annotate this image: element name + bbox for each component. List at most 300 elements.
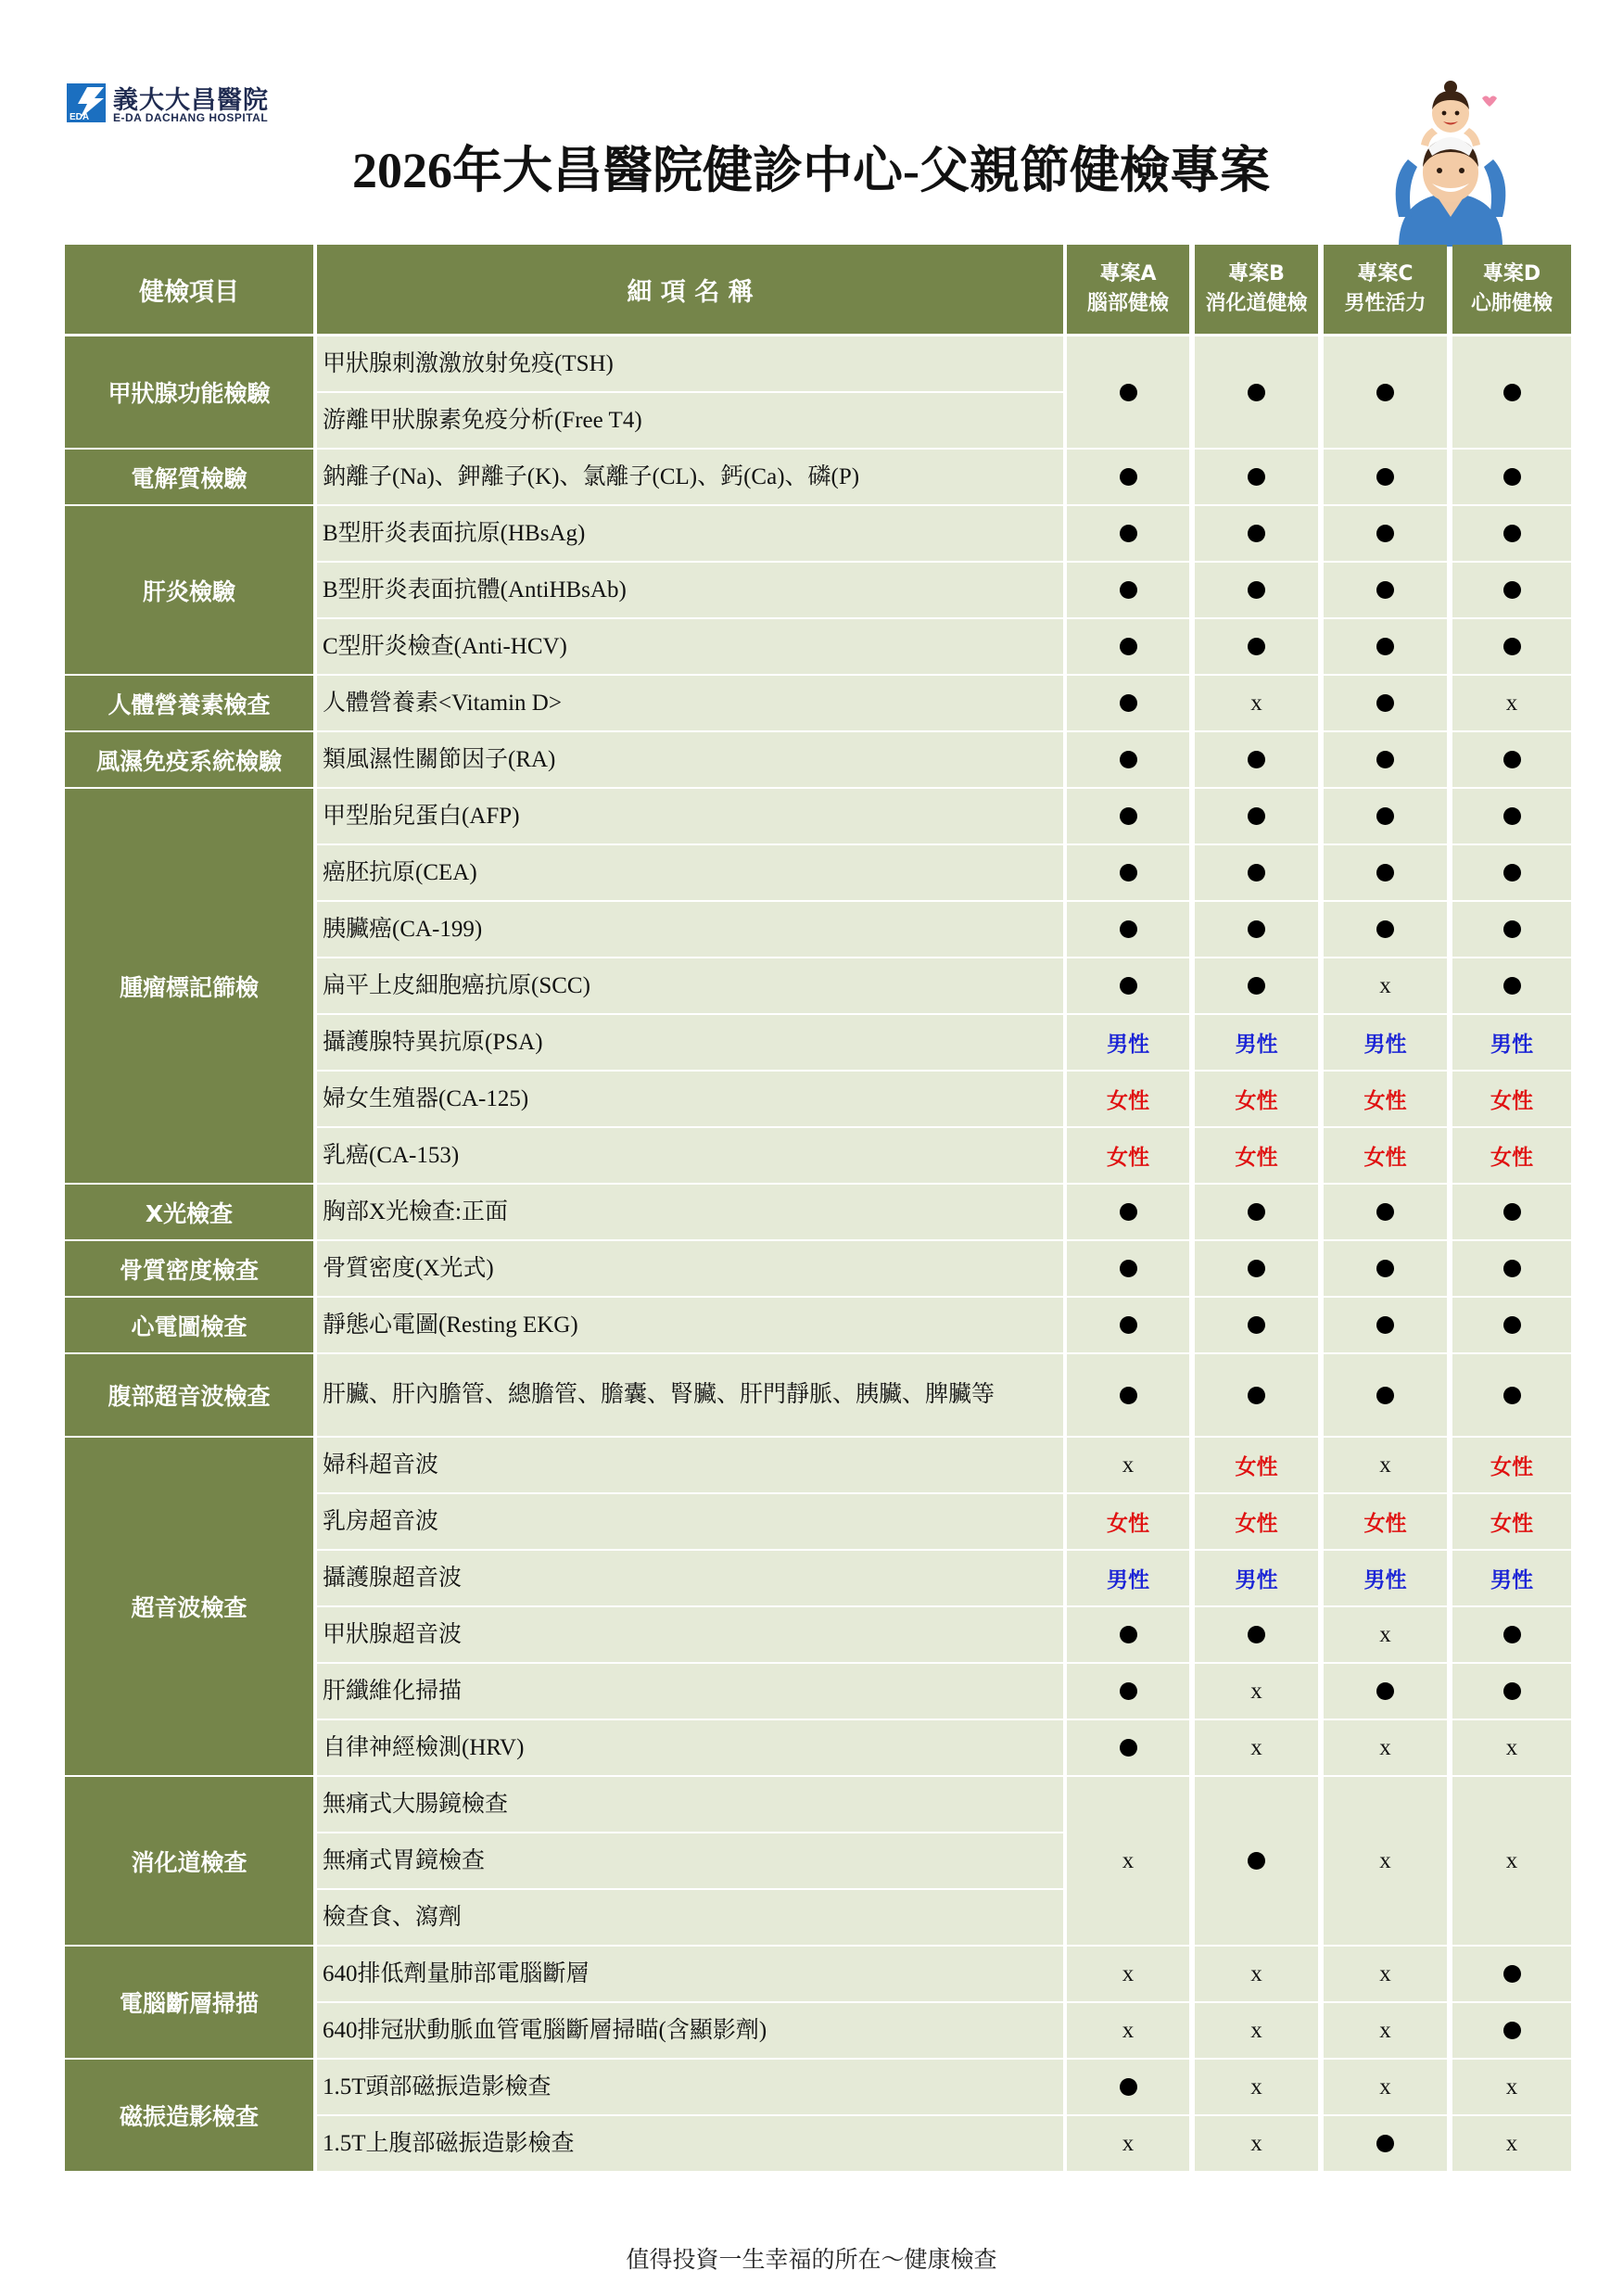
health-check-table [65,245,1571,2171]
included-dot-icon [1503,807,1521,825]
item-name: 骨質密度(X光式) [317,1241,1063,1296]
project-a-mark [1067,563,1189,617]
project-d-mark [1452,1494,1571,1549]
category-label: X光檢查 [65,1185,313,1239]
project-d-mark [1452,1438,1571,1492]
included-dot-icon [1120,920,1137,938]
included-dot-icon [1376,694,1394,712]
project-a-mark [1067,336,1189,448]
male-only-label: 男性 [1490,1568,1533,1592]
project-d-mark [1452,732,1571,787]
included-dot-icon [1376,807,1394,825]
project-d-mark [1452,1354,1571,1436]
item-name: 胸部X光檢查:正面 [317,1185,1063,1239]
included-dot-icon [1503,468,1521,486]
project-d-mark [1452,676,1571,730]
page-title: 2026年大昌醫院健診中心-父親節健檢專案 [352,143,1270,198]
included-dot-icon [1376,1316,1394,1334]
male-only-label: 男性 [1235,1568,1278,1592]
not-included-mark: x [1250,2130,1262,2156]
header-project-a [1067,245,1189,334]
female-only-label: 女性 [1107,1089,1149,1113]
item-name: 甲型胎兒蛋白(AFP) [317,789,1063,844]
project-c-mark [1324,2060,1447,2114]
project-a-mark [1067,1777,1189,1945]
item-name: 無痛式大腸鏡檢查 [317,1777,1063,1832]
not-included-mark: x [1379,2017,1391,2043]
project-b-mark [1195,2116,1318,2171]
included-dot-icon [1376,1682,1394,1700]
project-name: 專案B [1228,262,1285,285]
project-b-mark [1195,1438,1318,1492]
project-c-mark [1324,1607,1447,1662]
project-a-mark [1067,1947,1189,2001]
project-b-mark [1195,1947,1318,2001]
included-dot-icon [1503,864,1521,882]
project-c-mark [1324,1015,1447,1070]
project-a-mark [1067,2003,1189,2058]
not-included-mark: x [1505,1734,1518,1760]
project-d-mark [1452,2003,1571,2058]
included-dot-icon [1376,1260,1394,1277]
included-dot-icon [1120,694,1137,712]
project-b-mark [1195,1015,1318,1070]
included-dot-icon [1248,1626,1265,1643]
project-a-mark [1067,789,1189,844]
included-dot-icon [1503,1387,1521,1404]
category-label: 電解質檢驗 [65,450,313,504]
project-desc: 消化道健檢 [1205,292,1308,315]
footer-slogan: 值得投資一生幸福的所在～健康檢查 [626,2248,997,2273]
project-c-mark [1324,1354,1447,1436]
included-dot-icon [1248,638,1265,655]
not-included-mark: x [1379,1847,1391,1873]
female-only-label: 女性 [1235,1455,1278,1479]
female-only-label: 女性 [1235,1089,1278,1113]
included-dot-icon [1248,525,1265,542]
project-b-mark [1195,1777,1318,1945]
not-included-mark: x [1122,2130,1135,2156]
female-only-label: 女性 [1363,1089,1407,1113]
project-b-mark [1195,1607,1318,1662]
project-d-mark [1452,958,1571,1013]
category-label: 腫瘤標記篩檢 [65,789,313,1183]
project-d-mark [1452,1128,1571,1183]
project-a-mark [1067,450,1189,504]
included-dot-icon [1503,1316,1521,1334]
project-d-mark [1452,563,1571,617]
included-dot-icon [1120,2078,1137,2096]
item-name: B型肝炎表面抗原(HBsAg) [317,506,1063,561]
included-dot-icon [1503,581,1521,599]
item-name: 攝護腺特異抗原(PSA) [317,1015,1063,1070]
project-b-mark [1195,1185,1318,1239]
item-name: 甲狀腺刺激激放射免疫(TSH) [317,336,1063,391]
item-name: 無痛式胃鏡檢查 [317,1833,1063,1888]
project-b-mark [1195,902,1318,957]
project-b-mark [1195,1072,1318,1126]
project-a-mark [1067,902,1189,957]
project-b-mark [1195,2003,1318,2058]
category-label: 骨質密度檢查 [65,1241,313,1296]
project-d-mark [1452,845,1571,900]
included-dot-icon [1503,751,1521,768]
project-d-mark [1452,450,1571,504]
project-c-mark [1324,845,1447,900]
category-label: 消化道檢查 [65,1777,313,1945]
project-a-mark [1067,619,1189,674]
included-dot-icon [1120,977,1137,995]
included-dot-icon [1120,384,1137,401]
project-d-mark [1452,902,1571,957]
project-c-mark [1324,1072,1447,1126]
project-d-mark [1452,506,1571,561]
female-only-label: 女性 [1363,1146,1407,1170]
project-a-mark [1067,1664,1189,1719]
hospital-logo-icon [67,83,106,122]
included-dot-icon [1503,1965,1521,1983]
included-dot-icon [1248,581,1265,599]
included-dot-icon [1120,807,1137,825]
category-label: 甲狀腺功能檢驗 [65,336,313,448]
project-b-mark [1195,1354,1318,1436]
item-name: 肝纖維化掃描 [317,1664,1063,1719]
item-name: 肝臟、肝內膽管、總膽管、膽囊、腎臟、肝門靜脈、胰臟、脾臟等 [317,1354,1063,1436]
project-d-mark [1452,1185,1571,1239]
project-c-mark [1324,1128,1447,1183]
project-c-mark [1324,789,1447,844]
project-a-mark [1067,732,1189,787]
item-name: 婦科超音波 [317,1438,1063,1492]
included-dot-icon [1120,581,1137,599]
project-b-mark [1195,1494,1318,1549]
included-dot-icon [1376,864,1394,882]
project-b-mark [1195,1128,1318,1183]
item-name: 自律神經檢測(HRV) [317,1720,1063,1775]
project-b-mark [1195,789,1318,844]
included-dot-icon [1248,864,1265,882]
not-included-mark: x [1122,1452,1135,1478]
project-b-mark [1195,450,1318,504]
father-child-illustration-icon [1386,78,1515,247]
female-only-label: 女性 [1490,1089,1533,1113]
project-c-mark [1324,336,1447,448]
included-dot-icon [1376,638,1394,655]
included-dot-icon [1120,525,1137,542]
item-name: C型肝炎檢查(Anti-HCV) [317,619,1063,674]
included-dot-icon [1376,525,1394,542]
header-category: 健檢項目 [65,245,313,334]
project-d-mark [1452,1664,1571,1719]
included-dot-icon [1248,807,1265,825]
included-dot-icon [1503,920,1521,938]
project-a-mark [1067,1720,1189,1775]
included-dot-icon [1248,1316,1265,1334]
project-c-mark [1324,2116,1447,2171]
project-c-mark [1324,619,1447,674]
project-c-mark [1324,1494,1447,1549]
project-b-mark [1195,1551,1318,1605]
not-included-mark: x [1250,2017,1262,2043]
included-dot-icon [1503,525,1521,542]
project-b-mark [1195,1720,1318,1775]
project-c-mark [1324,676,1447,730]
project-a-mark [1067,1015,1189,1070]
category-label: 磁振造影檢查 [65,2060,313,2171]
included-dot-icon [1376,751,1394,768]
project-b-mark [1195,958,1318,1013]
project-b-mark [1195,2060,1318,2114]
female-only-label: 女性 [1363,1512,1407,1536]
item-name: 攝護腺超音波 [317,1551,1063,1605]
female-only-label: 女性 [1490,1455,1533,1479]
hospital-logo [67,80,289,126]
included-dot-icon [1503,1203,1521,1221]
included-dot-icon [1120,864,1137,882]
included-dot-icon [1120,1203,1137,1221]
project-c-mark [1324,563,1447,617]
project-c-mark [1324,1438,1447,1492]
project-a-mark [1067,1438,1189,1492]
included-dot-icon [1120,1316,1137,1334]
project-a-mark [1067,1354,1189,1436]
project-name: 專案D [1482,262,1541,285]
project-c-mark [1324,1777,1447,1945]
not-included-mark: x [1122,2017,1135,2043]
project-b-mark [1195,732,1318,787]
project-c-mark [1324,1664,1447,1719]
project-c-mark [1324,732,1447,787]
item-name: 甲狀腺超音波 [317,1607,1063,1662]
not-included-mark: x [1379,972,1391,998]
included-dot-icon [1376,2135,1394,2152]
item-name: 婦女生殖器(CA-125) [317,1072,1063,1126]
item-name: B型肝炎表面抗體(AntiHBsAb) [317,563,1063,617]
item-name: 1.5T上腹部磁振造影檢查 [317,2116,1063,2171]
included-dot-icon [1503,1682,1521,1700]
project-b-mark [1195,845,1318,900]
item-name: 靜態心電圖(Resting EKG) [317,1298,1063,1352]
project-d-mark [1452,789,1571,844]
not-included-mark: x [1250,1678,1262,1704]
included-dot-icon [1248,468,1265,486]
female-only-label: 女性 [1490,1146,1533,1170]
header-project-b [1195,245,1318,334]
included-dot-icon [1120,468,1137,486]
project-desc: 男性活力 [1344,292,1426,315]
item-name: 鈉離子(Na)、鉀離子(K)、氯離子(CL)、鈣(Ca)、磷(P) [317,450,1063,504]
female-only-label: 女性 [1235,1146,1278,1170]
project-d-mark [1452,1947,1571,2001]
included-dot-icon [1503,638,1521,655]
not-included-mark: x [1250,1734,1262,1760]
category-label: 風濕免疫系統檢驗 [65,732,313,787]
project-c-mark [1324,1551,1447,1605]
included-dot-icon [1376,581,1394,599]
male-only-label: 男性 [1490,1033,1533,1057]
project-b-mark [1195,336,1318,448]
project-d-mark [1452,1015,1571,1070]
included-dot-icon [1248,1260,1265,1277]
item-name: 640排冠狀動脈血管電腦斷層掃瞄(含顯影劑) [317,2003,1063,2058]
project-c-mark [1324,902,1447,957]
included-dot-icon [1376,384,1394,401]
male-only-label: 男性 [1235,1033,1278,1057]
included-dot-icon [1503,977,1521,995]
project-b-mark [1195,676,1318,730]
hospital-name-en: E-DA DACHANG HOSPITAL [113,111,269,124]
project-name: 專案C [1357,262,1414,285]
female-only-label: 女性 [1107,1512,1149,1536]
category-label: 超音波檢查 [65,1438,313,1775]
category-label: 肝炎檢驗 [65,506,313,674]
project-b-mark [1195,1298,1318,1352]
included-dot-icon [1120,1682,1137,1700]
project-a-mark [1067,1185,1189,1239]
item-name: 游離甲狀腺素免疫分析(Free T4) [317,393,1063,448]
project-d-mark [1452,1241,1571,1296]
project-c-mark [1324,958,1447,1013]
project-a-mark [1067,1072,1189,1126]
not-included-mark: x [1505,2074,1518,2099]
project-a-mark [1067,958,1189,1013]
included-dot-icon [1248,920,1265,938]
project-a-mark [1067,1298,1189,1352]
included-dot-icon [1120,1387,1137,1404]
project-desc: 心肺健檢 [1470,292,1553,315]
included-dot-icon [1120,1626,1137,1643]
project-c-mark [1324,506,1447,561]
category-label: 電腦斷層掃描 [65,1947,313,2058]
project-a-mark [1067,1241,1189,1296]
svg-text:EDA: EDA [70,112,90,122]
female-only-label: 女性 [1107,1146,1149,1170]
project-name: 專案A [1099,262,1157,285]
project-a-mark [1067,1128,1189,1183]
header-detail: 細 項 名 稱 [317,245,1063,334]
not-included-mark: x [1250,690,1262,716]
project-d-mark [1452,1777,1571,1945]
not-included-mark: x [1505,690,1518,716]
project-d-mark [1452,1607,1571,1662]
not-included-mark: x [1505,2130,1518,2156]
not-included-mark: x [1379,1621,1391,1647]
project-d-mark [1452,1072,1571,1126]
female-only-label: 女性 [1235,1512,1278,1536]
category-label: 人體營養素檢查 [65,676,313,730]
project-b-mark [1195,563,1318,617]
not-included-mark: x [1379,1452,1391,1478]
project-a-mark [1067,1551,1189,1605]
project-c-mark [1324,2003,1447,2058]
included-dot-icon [1248,1203,1265,1221]
category-label: 腹部超音波檢查 [65,1354,313,1436]
project-desc: 腦部健檢 [1086,292,1169,315]
item-name: 癌胚抗原(CEA) [317,845,1063,900]
project-a-mark [1067,2116,1189,2171]
included-dot-icon [1376,468,1394,486]
item-name: 類風濕性關節因子(RA) [317,732,1063,787]
project-d-mark [1452,1551,1571,1605]
included-dot-icon [1120,751,1137,768]
included-dot-icon [1248,977,1265,995]
project-d-mark [1452,336,1571,448]
header-project-c [1324,245,1447,334]
included-dot-icon [1503,1260,1521,1277]
not-included-mark: x [1250,1960,1262,1986]
male-only-label: 男性 [1363,1568,1407,1592]
included-dot-icon [1248,1852,1265,1870]
project-b-mark [1195,506,1318,561]
header-project-d [1452,245,1571,334]
category-label: 心電圖檢查 [65,1298,313,1352]
project-c-mark [1324,1185,1447,1239]
not-included-mark: x [1379,1734,1391,1760]
project-d-mark [1452,1720,1571,1775]
included-dot-icon [1120,1260,1137,1277]
project-a-mark [1067,2060,1189,2114]
project-a-mark [1067,506,1189,561]
project-b-mark [1195,1664,1318,1719]
included-dot-icon [1503,2022,1521,2039]
not-included-mark: x [1379,1960,1391,1986]
included-dot-icon [1503,384,1521,401]
project-a-mark [1067,676,1189,730]
item-name: 胰臟癌(CA-199) [317,902,1063,957]
male-only-label: 男性 [1107,1568,1149,1592]
female-only-label: 女性 [1490,1512,1533,1536]
included-dot-icon [1120,638,1137,655]
project-b-mark [1195,619,1318,674]
included-dot-icon [1120,1739,1137,1757]
project-c-mark [1324,1720,1447,1775]
project-c-mark [1324,1947,1447,2001]
project-b-mark [1195,1241,1318,1296]
male-only-label: 男性 [1363,1033,1407,1057]
project-d-mark [1452,2060,1571,2114]
included-dot-icon [1248,384,1265,401]
project-c-mark [1324,450,1447,504]
not-included-mark: x [1250,2074,1262,2099]
project-a-mark [1067,1607,1189,1662]
included-dot-icon [1376,920,1394,938]
included-dot-icon [1376,1387,1394,1404]
project-d-mark [1452,1298,1571,1352]
item-name: 乳癌(CA-153) [317,1128,1063,1183]
included-dot-icon [1503,1626,1521,1643]
item-name: 人體營養素<Vitamin D> [317,676,1063,730]
project-d-mark [1452,619,1571,674]
male-only-label: 男性 [1107,1033,1149,1057]
hospital-name-cn: 義大大昌醫院 [113,86,269,115]
project-c-mark [1324,1298,1447,1352]
included-dot-icon [1248,751,1265,768]
item-name: 640排低劑量肺部電腦斷層 [317,1947,1063,2001]
project-a-mark [1067,845,1189,900]
not-included-mark: x [1122,1847,1135,1873]
included-dot-icon [1376,1203,1394,1221]
included-dot-icon [1248,1387,1265,1404]
project-c-mark [1324,1241,1447,1296]
item-name: 1.5T頭部磁振造影檢查 [317,2060,1063,2114]
not-included-mark: x [1505,1847,1518,1873]
item-name: 檢查食、瀉劑 [317,1890,1063,1945]
item-name: 扁平上皮細胞癌抗原(SCC) [317,958,1063,1013]
not-included-mark: x [1122,1960,1135,1986]
project-d-mark [1452,2116,1571,2171]
project-a-mark [1067,1494,1189,1549]
not-included-mark: x [1379,2074,1391,2099]
